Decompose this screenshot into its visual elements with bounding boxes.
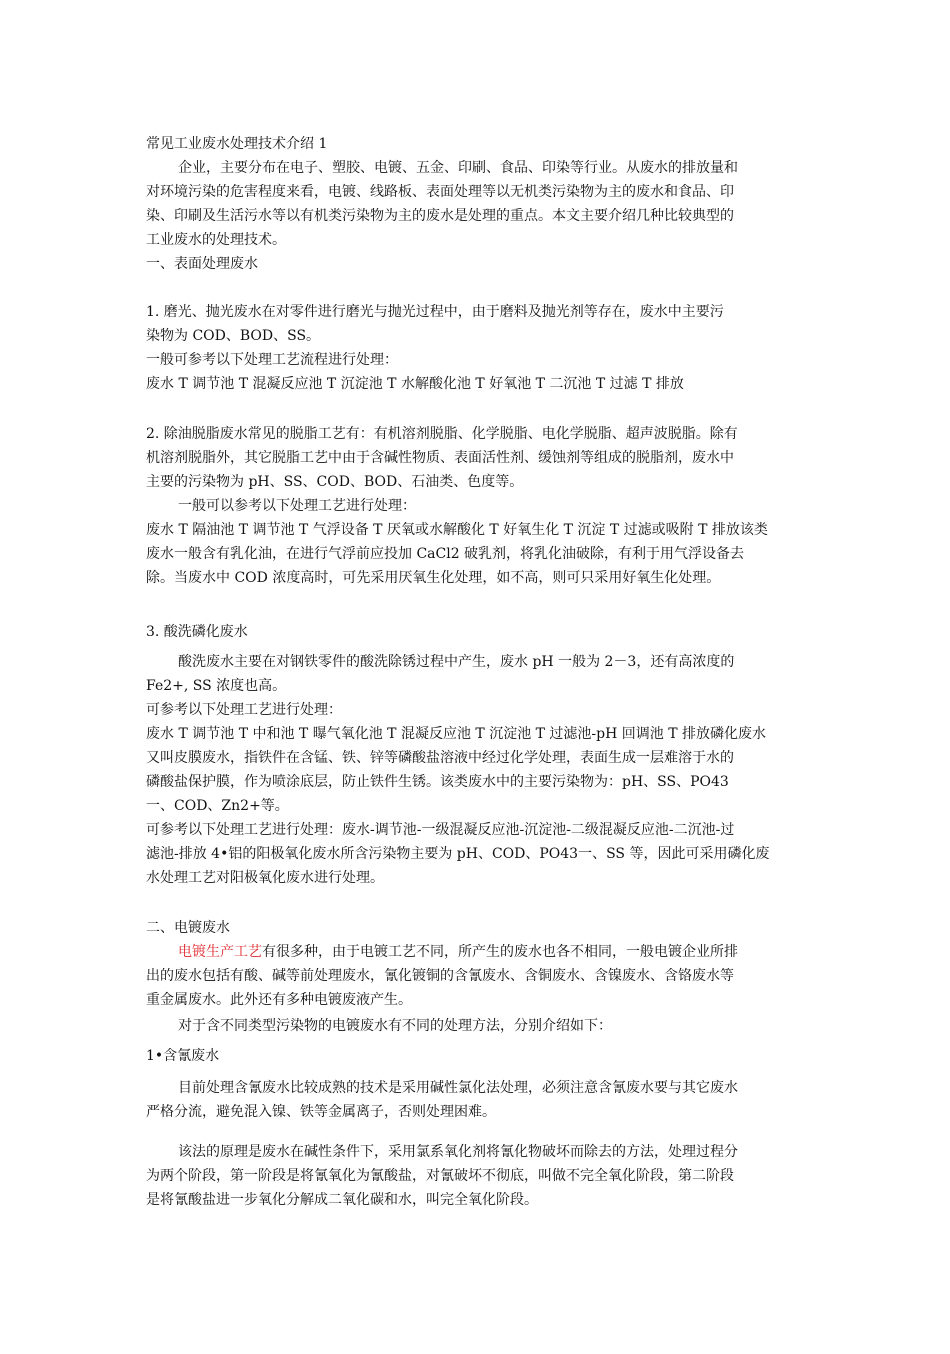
paragraph-line: 出的废水包括有酸、碱等前处理废水，氰化镀铜的含氰废水、含铜废水、含镍废水、含铬废水等 [146, 968, 734, 984]
paragraph-line [178, 942, 738, 962]
document-title: 常见工业废水处理技术介绍 1 [146, 136, 328, 152]
paragraph-line: 一般可参考以下处理工艺流程进行处理： [146, 352, 398, 368]
paragraph-line: 又叫皮膜废水，指铁件在含锰、铁、锌等磷酸盐溶液中经过化学处理，表面生成一层难溶于水的 [146, 750, 734, 766]
paragraph-line: 可参考以下处理工艺进行处理：废水-调节池-一级混凝反应池-沉淀池-二级混凝反应池-二沉池-过 [146, 822, 735, 838]
intro-line: 染、印刷及生活污水等以有机类污染物为主的废水是处理的重点。本文主要介绍几种比较典型的 [146, 208, 734, 224]
paragraph-line: 可参考以下处理工艺进行处理： [146, 702, 342, 718]
paragraph-line: 一、COD、Zn2+等。 [146, 798, 289, 814]
subsection-heading: 3. 酸洗磷化废水 [146, 624, 248, 640]
intro-line: 对环境污染的危害程度来看，电镀、线路板、表面处理等以无机类污染物为主的废水和食品、印 [146, 184, 734, 200]
process-flow-line: 废水 T 隔油池 T 调节池 T 气浮设备 T 厌氧或水解酸化 T 好氧生化 T 沉淀 T 过滤或吸附 T 排放该类 [146, 522, 768, 538]
paragraph-line: 严格分流，避免混入镍、铁等金属离子，否则处理困难。 [146, 1104, 496, 1120]
paragraph-line: 该法的原理是废水在碱性条件下，采用氯系氧化剂将氰化物破坏而除去的方法，处理过程分 [178, 1144, 738, 1160]
section-heading: 二、电镀废水 [146, 920, 230, 936]
paragraph-line: 染物为 COD、BOD、SS。 [146, 328, 321, 344]
paragraph-line: 除。当废水中 COD 浓度高时，可先采用厌氧生化处理，如不高，则可只采用好氧生化处理。 [146, 570, 721, 586]
paragraph-line: 机溶剂脱脂外，其它脱脂工艺中由于含碱性物质、表面活性剂、缓蚀剂等组成的脱脂剂，废水中 [146, 450, 734, 466]
intro-line: 工业废水的处理技术。 [146, 232, 286, 248]
paragraph-line: Fe2+, SS 浓度也高。 [146, 678, 287, 694]
process-flow-line: 废水 T 调节池 T 中和池 T 曝气氧化池 T 混凝反应池 T 沉淀池 T 过滤池-pH 回调池 T 排放磷化废水 [146, 726, 767, 742]
paragraph-line: 酸洗废水主要在对钢铁零件的酸洗除锈过程中产生，废水 pH 一般为 2－3，还有高浓度的 [178, 654, 735, 670]
paragraph-line: 一般可以参考以下处理工艺进行处理： [178, 498, 416, 514]
electroplating-process-link[interactable]: 电镀生产工艺 [178, 944, 262, 960]
subsection-heading: 1•含氰废水 [146, 1048, 220, 1064]
intro-line: 企业，主要分布在电子、塑胶、电镀、五金、印刷、食品、印染等行业。从废水的排放量和 [178, 160, 738, 176]
paragraph-line: 滤池-排放 4•铝的阳极氧化废水所含污染物主要为 pH、COD、PO43一、SS 等，因此可采用磷化废 [146, 846, 770, 862]
section-heading: 一、表面处理废水 [146, 256, 258, 272]
process-flow-line: 废水 T 调节池 T 混凝反应池 T 沉淀池 T 水解酸化池 T 好氧池 T 二沉池 T 过滤 T 排放 [146, 376, 684, 392]
paragraph-line: 水处理工艺对阳极氧化废水进行处理。 [146, 870, 384, 886]
paragraph-line: 对于含不同类型污染物的电镀废水有不同的处理方法，分别介绍如下： [178, 1018, 612, 1034]
paragraph-line: 重金属废水。此外还有多种电镀废液产生。 [146, 992, 412, 1008]
paragraph-line: 主要的污染物为 pH、SS、COD、BOD、石油类、色度等。 [146, 474, 524, 490]
paragraph-line: 为两个阶段，第一阶段是将氰氧化为氰酸盐，对氰破坏不彻底，叫做不完全氧化阶段，第二阶段 [146, 1168, 734, 1184]
paragraph-line: 目前处理含氰废水比较成熟的技术是采用碱性氯化法处理，必须注意含氰废水要与其它废水 [178, 1080, 738, 1096]
paragraph-text: 有很多种，由于电镀工艺不同，所产生的废水也各不相同，一般电镀企业所排 [262, 944, 738, 960]
paragraph-line: 1. 磨光、抛光废水在对零件进行磨光与抛光过程中，由于磨料及抛光剂等存在，废水中主要污 [146, 304, 724, 320]
paragraph-line: 废水一般含有乳化油，在进行气浮前应投加 CaCl2 破乳剂，将乳化油破除，有利于用气浮设备去 [146, 546, 745, 562]
paragraph-line: 2. 除油脱脂废水常见的脱脂工艺有：有机溶剂脱脂、化学脱脂、电化学脱脂、超声波脱脂。除有 [146, 426, 738, 442]
paragraph-line: 是将氰酸盐进一步氧化分解成二氧化碳和水，叫完全氧化阶段。 [146, 1192, 538, 1208]
paragraph-line: 磷酸盐保护膜，作为喷涂底层，防止铁件生锈。该类废水中的主要污染物为：pH、SS、PO43 [146, 774, 729, 790]
